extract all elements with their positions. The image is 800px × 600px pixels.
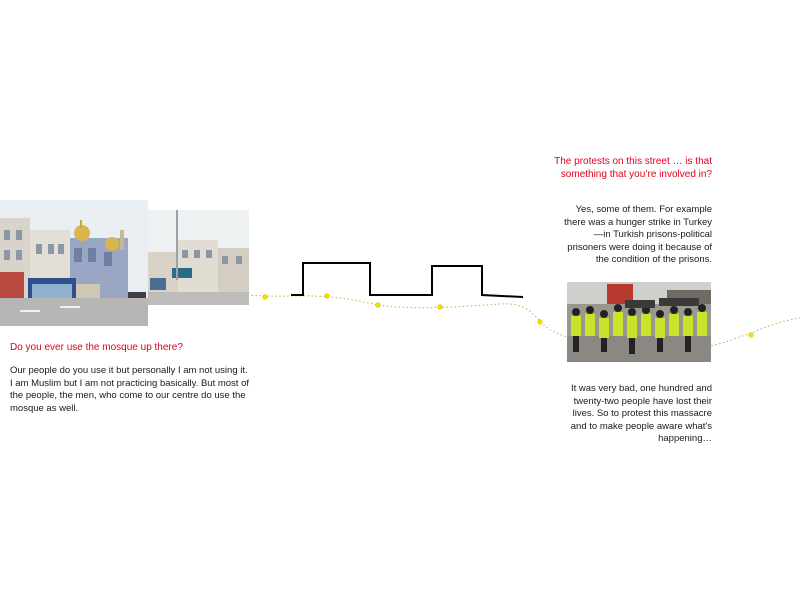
mosque-answer: Our people do you use it but personally I am not using it. I am Muslim but I am not practicing basically. But most of the people, the men, who come to our centre do use the mosque as well. xyxy=(10,365,249,414)
protest-answer-bottom: It was very bad, one hundred and twenty-two people have lost their lives. So to protest this massacre and to make people aware what's happening… xyxy=(570,383,712,444)
mosque-question: Do you ever use the mosque up there? xyxy=(10,342,183,353)
protest-answer-top: Yes, some of them. For example there was a hunger strike in Turkey—in Turkish prisons-political prisoners were doing it because of the condition of the prisons. xyxy=(564,204,712,265)
protest-march-illustration xyxy=(567,282,711,362)
path-dot xyxy=(263,295,268,300)
path-dot xyxy=(438,305,443,310)
mosque-street-photo xyxy=(0,200,250,326)
protest-question: The protests on this street … is that something that you’re involved in? xyxy=(554,156,712,180)
path-dot xyxy=(376,303,381,308)
path-dot xyxy=(749,333,754,338)
mosque-street-illustration xyxy=(0,200,250,326)
path-dot xyxy=(325,294,330,299)
building-skyline-outline xyxy=(291,263,523,297)
path-dot xyxy=(538,320,543,325)
protest-march-photo xyxy=(567,282,711,362)
